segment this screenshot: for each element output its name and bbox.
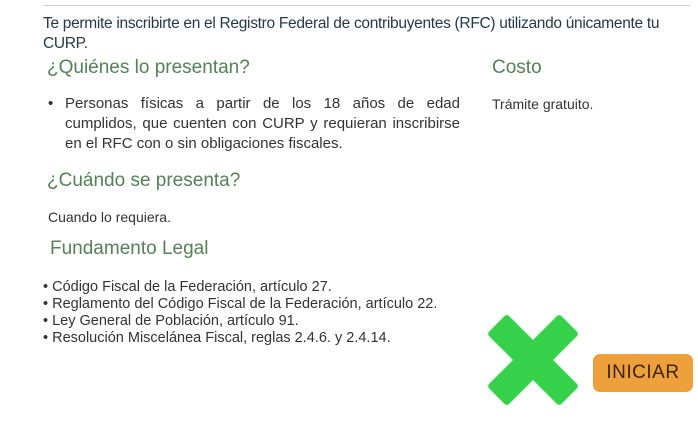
section-title-quienes-lo-presentan: ¿Quiénes lo presentan? (47, 57, 250, 78)
list-item: • Ley General de Población, artículo 91. (43, 313, 473, 330)
cuando-body: Cuando lo requiera. (48, 209, 171, 225)
section-title-costo: Costo (492, 57, 542, 78)
fundamento-legal-list (43, 279, 473, 347)
quienes-list (48, 94, 460, 154)
iniciar-button[interactable]: INICIAR (593, 354, 693, 392)
list-item: • Personas físicas a partir de los 18 años de edad cumplidos, que cuenten con CURP y requieran inscribirse en el RFC con o sin obligaciones fiscales. (48, 94, 460, 154)
section-title-fundamento-legal: Fundamento Legal (50, 238, 209, 259)
top-divider (43, 5, 690, 6)
list-item: • Código Fiscal de la Federación, artículo 27. (43, 279, 473, 296)
section-title-cuando-se-presenta: ¿Cuándo se presenta? (47, 170, 241, 191)
costo-body: Trámite gratuito. (492, 96, 594, 112)
list-item: • Resolución Miscelánea Fiscal, reglas 2.4.6. y 2.4.14. (43, 330, 473, 347)
intro-text: Te permite inscribirte en el Registro Federal de contribuyentes (RFC) utilizando únicamente tu CURP. (43, 15, 660, 52)
green-cross-bar (487, 314, 579, 406)
green-cross-icon (487, 314, 579, 406)
list-item: • Reglamento del Código Fiscal de la Federación, artículo 22. (43, 296, 473, 313)
green-cross-bar (487, 314, 579, 406)
